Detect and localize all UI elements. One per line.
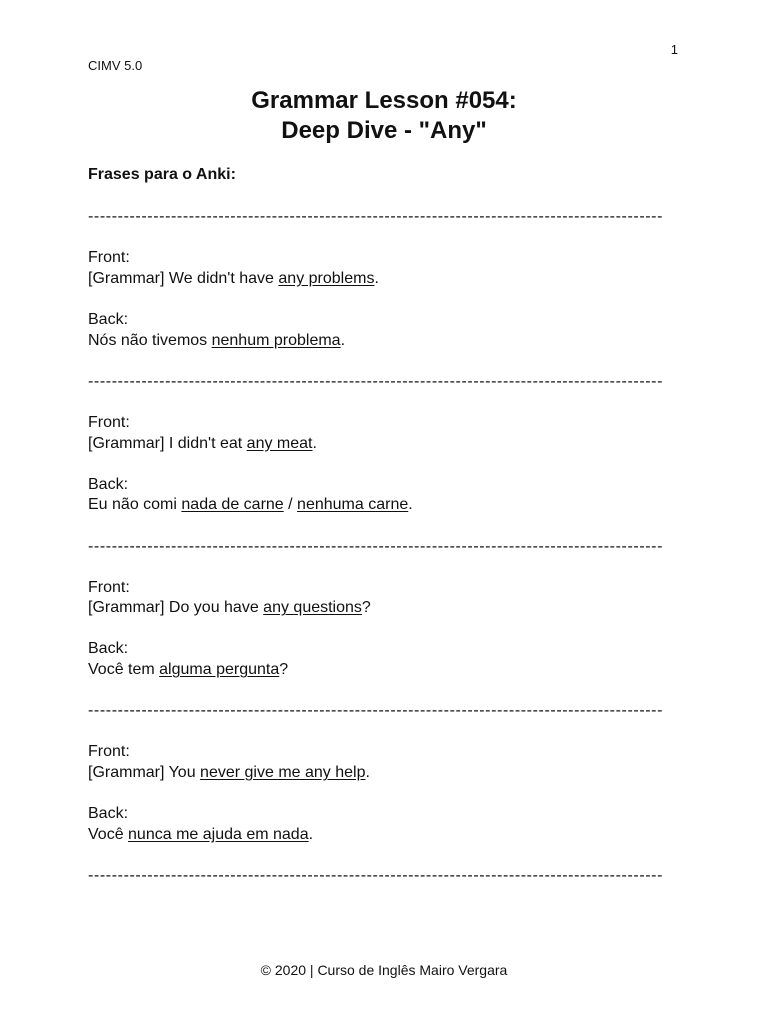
sentence-text: Você xyxy=(88,825,129,843)
back-label: Back: xyxy=(88,475,129,493)
sentence-text: [Grammar] We didn't have xyxy=(88,269,279,287)
front-label: Front: xyxy=(88,578,130,596)
front-label: Front: xyxy=(88,743,130,761)
back-sentence xyxy=(88,495,680,516)
underlined-phrase: any questions xyxy=(263,599,362,617)
document-title xyxy=(0,86,768,146)
page-number: 1 xyxy=(670,42,678,57)
divider-line: ------------------------------------------------------------------------------------------------- xyxy=(88,537,664,555)
sentence-text: ? xyxy=(279,661,289,679)
front-sentence xyxy=(88,598,680,619)
sentence-text: [Grammar] Do you have xyxy=(88,599,264,617)
divider-line: ------------------------------------------------------------------------------------------------- xyxy=(88,702,664,720)
back-sentence xyxy=(88,660,680,681)
back-label: Back: xyxy=(88,640,129,658)
divider-line: ------------------------------------------------------------------------------------------------- xyxy=(88,867,664,884)
sentence-text: Você tem xyxy=(88,661,160,679)
front-sentence xyxy=(88,434,680,455)
back-sentence xyxy=(88,825,680,846)
sentence-text: [Grammar] I didn't eat xyxy=(88,434,247,452)
sentence-text: . xyxy=(308,825,314,843)
document-code: CIMV 5.0 xyxy=(88,58,143,73)
divider-line: ------------------------------------------------------------------------------------------------- xyxy=(88,208,664,225)
front-sentence xyxy=(88,269,680,290)
sentence-text: ? xyxy=(361,599,371,617)
sentence-text: . xyxy=(340,331,346,349)
divider-line: ------------------------------------------------------------------------------------------------- xyxy=(88,372,664,390)
section-heading: Frases para o Anki: xyxy=(88,166,236,183)
sentence-text: / xyxy=(283,496,298,514)
card-list xyxy=(88,207,680,887)
underlined-phrase: never give me any help xyxy=(200,764,366,782)
sentence-text: [Grammar] You xyxy=(88,764,201,782)
underlined-phrase: nenhuma carne xyxy=(297,496,409,514)
underlined-phrase: nunca me ajuda em nada xyxy=(128,825,309,843)
footer-copyright: © 2020 | Curso de Inglês Mairo Vergara xyxy=(260,962,508,978)
front-label: Front: xyxy=(88,413,130,431)
title-line-2: Deep Dive - "Any" xyxy=(281,117,487,144)
sentence-text: . xyxy=(374,269,379,287)
back-label: Back: xyxy=(88,310,129,328)
sentence-text: . xyxy=(312,434,317,452)
underlined-phrase: nada de carne xyxy=(181,496,284,514)
front-label: Front: xyxy=(88,249,130,267)
sentence-text: Nós não tivemos xyxy=(88,331,212,349)
underlined-phrase: nenhum problema xyxy=(211,331,341,349)
back-label: Back: xyxy=(88,805,129,823)
sentence-text: . xyxy=(408,496,413,514)
back-sentence xyxy=(88,331,680,352)
front-sentence xyxy=(88,763,680,784)
sentence-text: Eu não comi xyxy=(88,496,182,514)
underlined-phrase: alguma pergunta xyxy=(159,661,280,679)
title-line-1: Grammar Lesson #054: xyxy=(251,87,517,114)
underlined-phrase: any meat xyxy=(246,434,313,452)
sentence-text: . xyxy=(365,764,370,782)
underlined-phrase: any problems xyxy=(278,269,375,287)
